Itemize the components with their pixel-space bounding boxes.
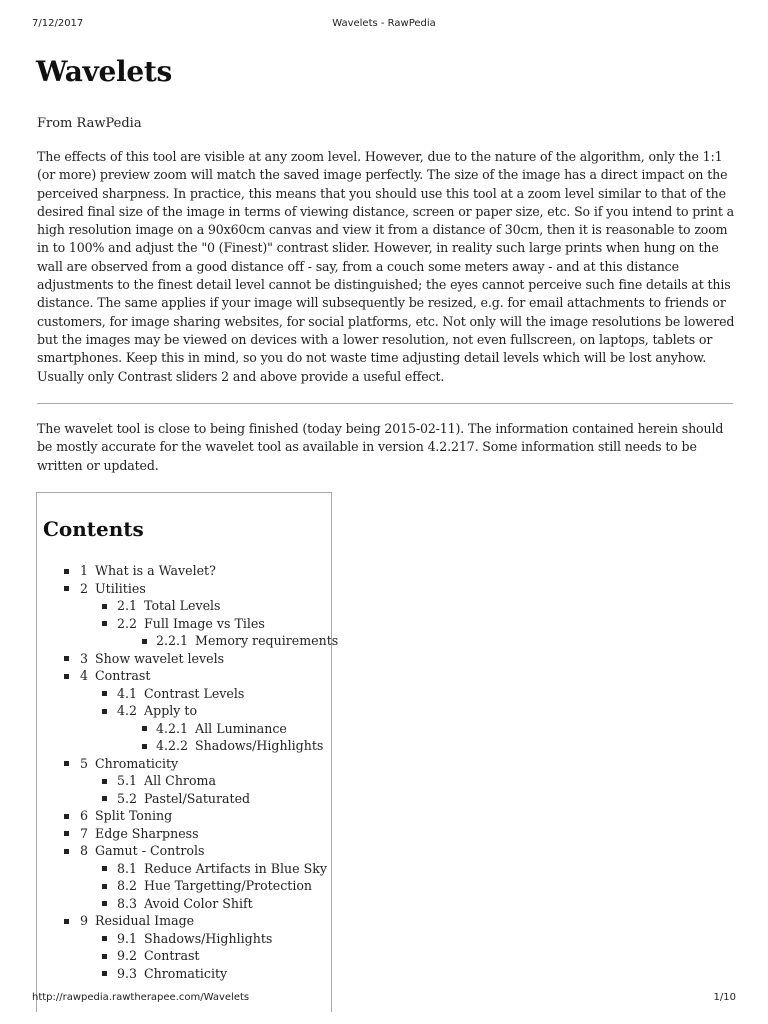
- toc-item-number: 8: [80, 843, 89, 858]
- toc-item-number: 8.1: [117, 860, 138, 876]
- toc-item-number: 9: [80, 913, 89, 928]
- table-of-contents: [36, 492, 339, 1012]
- toc-item-label[interactable]: All Chroma: [144, 773, 216, 788]
- toc-item-label[interactable]: What is a Wavelet?: [95, 563, 216, 578]
- toc-item[interactable]: [37, 650, 333, 668]
- toc-item-number: 2: [80, 580, 89, 596]
- toc-item[interactable]: [37, 807, 333, 825]
- toc-item-number: 5.2: [117, 790, 138, 806]
- toc-item-label[interactable]: Utilities: [95, 580, 146, 596]
- toc-item-number: 5.1: [117, 773, 138, 788]
- toc-item-label[interactable]: Shadows/Highlights: [144, 930, 273, 946]
- toc-item-number: 4.2.1: [156, 720, 189, 736]
- toc-item-label[interactable]: Pastel/Saturated: [144, 790, 251, 806]
- toc-item-label[interactable]: Contrast: [95, 668, 151, 683]
- toc-item[interactable]: [37, 755, 333, 773]
- toc-item-number: 4.1: [117, 685, 138, 701]
- toc-item-number: 8.3: [117, 895, 138, 911]
- print-footer: [32, 992, 736, 1006]
- toc-item-number: 2.1: [117, 598, 138, 613]
- toc-item[interactable]: [37, 580, 333, 598]
- toc-item-label[interactable]: Contrast Levels: [144, 685, 245, 701]
- toc-item-label[interactable]: Apply to: [144, 703, 198, 718]
- toc-item-label[interactable]: Edge Sharpness: [95, 825, 199, 841]
- toc-item[interactable]: [37, 597, 333, 615]
- horizontal-divider: [37, 403, 733, 404]
- page-url-link[interactable]: http://rawpedia.rawtherapee.com/Wavelets: [32, 992, 250, 1003]
- toc-item-number: 2.2.1: [156, 633, 189, 648]
- toc-item-number: 2.2: [117, 615, 138, 631]
- toc-item-label[interactable]: All Luminance: [195, 720, 287, 736]
- toc-item-number: 7: [80, 825, 89, 841]
- toc-item[interactable]: [37, 772, 333, 790]
- toc-item[interactable]: [37, 947, 333, 965]
- toc-title: Contents: [43, 517, 144, 541]
- toc-item-label[interactable]: Split Toning: [95, 808, 173, 823]
- toc-item[interactable]: [37, 720, 333, 738]
- toc-item-label[interactable]: Shadows/Highlights: [195, 738, 324, 753]
- toc-item-number: 1: [80, 563, 89, 578]
- toc-item[interactable]: [37, 895, 333, 913]
- toc-item-label[interactable]: Chromaticity: [95, 755, 179, 771]
- print-page-title: Wavelets - RawPedia: [332, 18, 436, 29]
- toc-item-label[interactable]: Reduce Artifacts in Blue Sky: [144, 860, 327, 876]
- toc-item-label[interactable]: Memory requirements: [195, 633, 339, 648]
- toc-item[interactable]: [37, 825, 333, 843]
- print-header: [32, 18, 736, 32]
- toc-item[interactable]: [37, 667, 333, 685]
- toc-item-number: 4: [80, 668, 89, 683]
- toc-item-number: 4.2: [117, 703, 138, 718]
- toc-list: [37, 562, 339, 982]
- toc-item-number: 3: [80, 650, 89, 666]
- toc-item[interactable]: [37, 737, 333, 755]
- toc-item-label[interactable]: Hue Targetting/Protection: [144, 878, 313, 893]
- toc-item[interactable]: [37, 965, 333, 983]
- toc-item-label[interactable]: Gamut - Controls: [95, 843, 205, 858]
- toc-item-label[interactable]: Total Levels: [144, 598, 221, 613]
- toc-item-label[interactable]: Avoid Color Shift: [144, 895, 253, 911]
- toc-item-number: 4.2.2: [156, 738, 189, 753]
- toc-item-number: 8.2: [117, 878, 138, 893]
- toc-item-number: 6: [80, 808, 89, 823]
- toc-item[interactable]: [37, 615, 333, 633]
- toc-item-number: 5: [80, 755, 89, 771]
- toc-item[interactable]: [37, 877, 333, 895]
- toc-item[interactable]: [37, 842, 333, 860]
- toc-item-number: 9.3: [117, 965, 138, 981]
- page-title: Wavelets: [36, 55, 172, 88]
- toc-item-number: 9.1: [117, 930, 138, 946]
- intro-paragraph: The effects of this tool are visible at any zoom level. However, due to the nature of the algorithm, only the 1:1 (or more) preview zoom will match the saved image perfectly. The size of the image has a direct impact on the perceived sharpness. In practice, this means that you should use this tool at a zoom level similar to that of the desired final size of the image in terms of viewing distance, screen or paper size, etc. So if you intend to print a high resolution image on a 90x60cm canvas and view it from a distance of 30cm, then it is reasonable to zoom in to 100% and adjust the "0 (Finest)" contrast slider. However, in reality such large prints when hung on the wall are observed from a good distance off - say, from a couch some meters away - and at this distance adjustments to the finest detail level cannot be distinguished; the eyes cannot perceive such fine details at this distance. The same applies if your image will subsequently be resized, e.g. for email attachments to friends or customers, for image sharing websites, for social platforms, etc. Not only will the image resolutions be lowered but the images may be viewed on devices with a lower resolution, not even fullscreen, on laptops, tablets or smartphones. Keep this in mind, so you do not waste time adjusting detail levels which will be lost anyhow. Usually only Contrast sliders 2 and above provide a useful effect.: [37, 149, 735, 384]
- toc-item[interactable]: [37, 632, 339, 650]
- toc-item[interactable]: [37, 912, 333, 930]
- toc-item-label[interactable]: Chromaticity: [144, 965, 228, 981]
- toc-item-label[interactable]: Show wavelet levels: [95, 650, 225, 666]
- toc-item-number: 9.2: [117, 948, 138, 963]
- toc-item-label[interactable]: Full Image vs Tiles: [144, 615, 265, 631]
- toc-item[interactable]: [37, 860, 333, 878]
- toc-item[interactable]: [37, 702, 333, 720]
- toc-item[interactable]: [37, 930, 333, 948]
- toc-item-label[interactable]: Residual Image: [95, 913, 195, 928]
- toc-item[interactable]: [37, 685, 333, 703]
- site-subtitle: From RawPedia: [37, 116, 142, 131]
- notice-paragraph: The wavelet tool is close to being finished (today being 2015-02-11). The information contained herein should be mostly accurate for the wavelet tool as available in version 4.2.217. Some information still needs to be written or updated.: [37, 421, 724, 473]
- toc-item[interactable]: [37, 790, 333, 808]
- toc-item-label[interactable]: Contrast: [144, 948, 200, 963]
- toc-item[interactable]: [37, 562, 333, 580]
- print-date: 7/12/2017: [32, 18, 84, 29]
- page-number: 1/10: [713, 992, 736, 1003]
